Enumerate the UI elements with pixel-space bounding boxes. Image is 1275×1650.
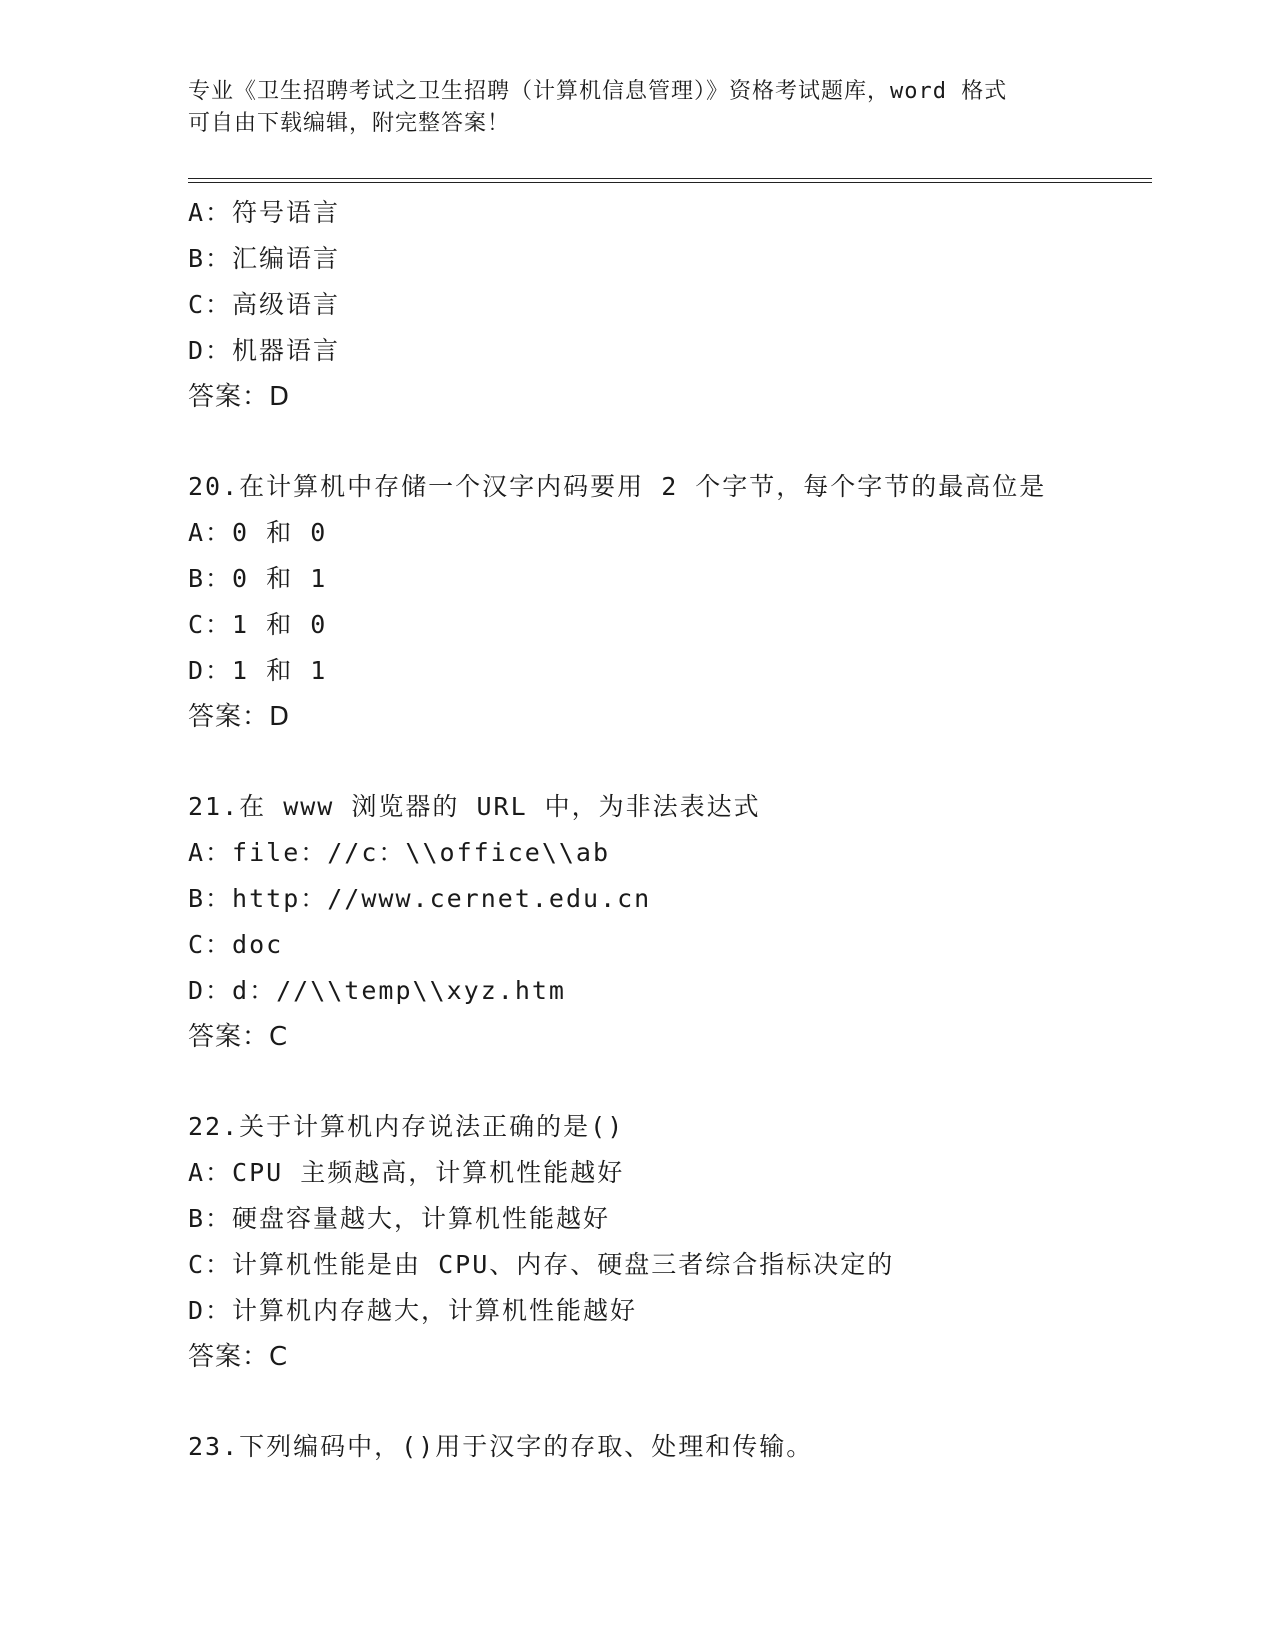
header-double-rule: [188, 178, 1152, 183]
answer-line: 答案：D: [188, 702, 291, 732]
option-c: C：1 和 0: [188, 610, 328, 639]
option-c: C：计算机性能是由 CPU、内存、硬盘三者综合指标决定的: [188, 1250, 895, 1279]
header-title-line-2: 可自由下载编辑，附完整答案！: [188, 111, 511, 136]
answer-line: 答案：C: [188, 1022, 289, 1052]
option-a: A：file：//c：\\office\\ab: [188, 838, 611, 867]
block-spacer: [188, 1060, 1148, 1104]
option-d: D：计算机内存越大，计算机性能越好: [188, 1296, 638, 1325]
block-spacer: [188, 740, 1148, 784]
question-block-20: [188, 464, 1148, 740]
option-d: D：机器语言: [188, 336, 341, 365]
question-text: 22.关于计算机内存说法正确的是(): [188, 1112, 625, 1141]
answer-line: 答案：D: [188, 382, 291, 412]
question-block-22: [188, 1104, 1148, 1380]
option-b: B：硬盘容量越大，计算机性能越好: [188, 1204, 611, 1233]
option-a: A：CPU 主频越高，计算机性能越好: [188, 1158, 625, 1187]
document-header: [188, 76, 1068, 140]
option-d: D：d：//\\temp\\xyz.htm: [188, 976, 566, 1005]
header-title-line-1: 专业《卫生招聘考试之卫生招聘（计算机信息管理）》资格考试题库，word 格式: [188, 79, 1008, 104]
question-text: 23.下列编码中，()用于汉字的存取、处理和传输。: [188, 1432, 814, 1461]
block-spacer: [188, 420, 1148, 464]
option-a: A：符号语言: [188, 198, 341, 227]
question-text: 21.在 www 浏览器的 URL 中，为非法表达式: [188, 792, 761, 821]
option-d: D：1 和 1: [188, 656, 328, 685]
block-spacer: [188, 1380, 1148, 1424]
answer-line: 答案：C: [188, 1342, 289, 1372]
question-block-23: [188, 1424, 1148, 1470]
option-b: B：汇编语言: [188, 244, 341, 273]
question-block-19: [188, 190, 1148, 420]
question-list: [188, 190, 1148, 1470]
option-c: C：高级语言: [188, 290, 341, 319]
question-text: 20.在计算机中存储一个汉字内码要用 2 个字节，每个字节的最高位是: [188, 472, 1047, 501]
option-c: C：doc: [188, 930, 284, 959]
option-b: B：http：//www.cernet.edu.cn: [188, 884, 652, 913]
option-b: B：0 和 1: [188, 564, 328, 593]
question-block-21: [188, 784, 1148, 1060]
option-a: A：0 和 0: [188, 518, 328, 547]
